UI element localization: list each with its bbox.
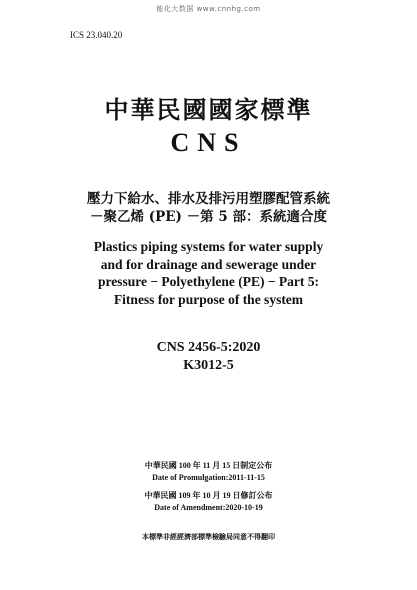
copyright-notice: 本標準非經經濟部標準檢驗局同意不得翻印 (142, 533, 275, 541)
amendment-date-en: Date of Amendment:2020-10-19 (154, 503, 263, 512)
english-title-line-2: and for drainage and sewerage under (100, 256, 317, 272)
english-title-line-1: Plastics piping systems for water supply (93, 239, 324, 254)
watermark-text: 能化大数据 www.cnnhg.com (156, 5, 261, 13)
english-title-line-4: Fitness for purpose of the system (113, 291, 304, 307)
promulgation-date-zh: 中華民國 100 年 11 月 15 日制定公布 (144, 461, 273, 470)
promulgation-date-en: Date of Promulgation:2011-11-15 (152, 473, 265, 482)
chinese-title-line-2: －聚乙烯 (PE) －第 5 部：系統適合度 (90, 209, 327, 225)
chinese-title (0, 190, 417, 226)
english-title-line-3: pressure − Polyethylene (PE) − Part 5: (97, 274, 320, 289)
organization-title: 中華民國國家標準 (104, 95, 313, 124)
cns-acronym: CNS (170, 128, 247, 157)
classification-code: K3012-5 (183, 358, 234, 373)
chinese-title-line-1: 壓力下給水、排水及排污用塑膠配管系統 (87, 191, 330, 207)
standard-identifiers (0, 339, 417, 375)
english-title (0, 238, 417, 308)
standard-number: CNS 2456-5:2020 (156, 340, 261, 355)
amendment-date-zh: 中華民國 109 年 10 月 19 日修訂公布 (144, 491, 273, 500)
dates-block (0, 460, 417, 514)
ics-code: ICS 23.040.20 (70, 30, 123, 40)
